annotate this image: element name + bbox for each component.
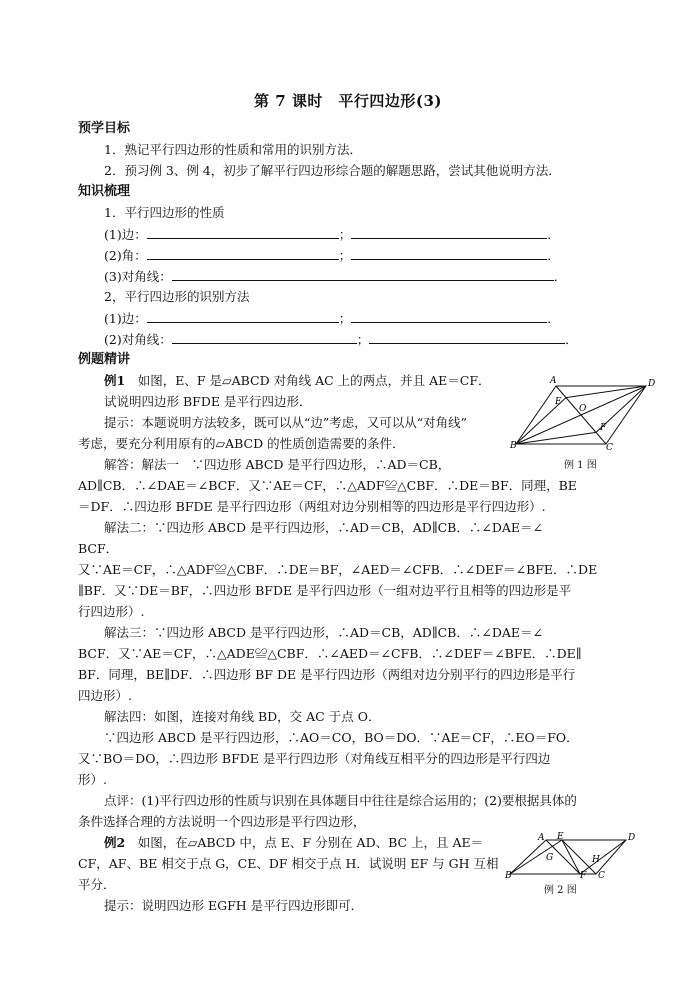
knowledge-identification-title: 2，平行四边形的识别方法 [104, 289, 250, 304]
identify-side-label: (1)边： [104, 311, 147, 326]
example1-solution4-cont: 又∵BO＝DO，∴四边形 BFDE 是平行四边形（对角线互相平分的四边形是平行四边 [78, 751, 551, 766]
example2-line: CF，AF、BE 相交于点 G，CE、DF 相交于点 H．试说明 EF 与 GH 互相 [78, 856, 499, 871]
property-side-label: (1)边： [104, 227, 147, 242]
property-angle-blank-2[interactable] [351, 247, 547, 260]
example1-solution2-end: 行四边形）. [78, 604, 145, 619]
example1-solution1-cont: AD∥CB．∴∠DAE＝∠BCF．又∵AE＝CF，∴△ADF≌△CBF．∴DE＝BF．同理，BE [78, 478, 577, 493]
parallelogram-abcd-diagram-2 [500, 832, 640, 878]
example2-hint: 提示：说明四边形 EGFH 是平行四边形即可． [104, 898, 364, 913]
example1-solution2-cont: ∥BF．又∵DE＝BF，∴四边形 BFDE 是平行四边形（一组对边平行且相等的四边形是平 [78, 583, 572, 598]
identify-diagonal-row [104, 331, 578, 348]
section-preview-heading: 预学目标 [78, 121, 131, 136]
identify-side-blank-2[interactable] [351, 310, 547, 323]
segment-df [580, 840, 626, 874]
period: ． [547, 227, 560, 242]
property-side-blank-1[interactable] [147, 226, 339, 239]
example1-line: 试说明四边形 BFDE 是平行四边形． [104, 394, 312, 409]
period: ． [553, 269, 567, 284]
vertex-label-c: C [598, 871, 605, 878]
section-examples-heading: 例题精讲 [78, 352, 131, 367]
example2-text: 如图，在▱ABCD 中，点 E、F 分别在 AD、BC 上，且 AE＝ [125, 835, 484, 850]
example1-comment: 点评：(1)平行四边形的性质与识别在具体题目中往往是综合运用的；(2)要根据具体的 [104, 793, 577, 808]
vertex-label-d: D [628, 833, 636, 843]
vertex-label-b: B [505, 871, 512, 878]
segment-ce [562, 840, 596, 874]
property-angle-row [104, 247, 560, 264]
example1-hint: 提示：本题说明方法较多，既可以从“边”考虑，又可以从“对角线” [104, 415, 468, 430]
identify-diagonal-blank-1[interactable] [172, 331, 357, 344]
example1-label: 例1 [104, 373, 126, 388]
example2-line: 平分． [78, 877, 116, 892]
preview-item-2: 2．预习例 3、例 4，初步了解平行四边形综合题的解题思路，尝试其他说明方法． [104, 163, 561, 178]
point-label-f: F [600, 423, 607, 433]
period: ． [547, 248, 560, 263]
identify-diagonal-blank-2[interactable] [369, 331, 565, 344]
example1-solution4-cont: ∵四边形 ABCD 是平行四边形，∴AO＝CO，BO＝DO．∵AE＝CF，∴EO＝FO． [104, 730, 579, 745]
knowledge-properties-title: 1．平行四边形的性质 [104, 205, 225, 220]
identify-side-row [104, 310, 560, 327]
example1-text: 如图，E、F 是▱ABCD 对角线 AC 上的两点，并且 AE＝CF． [125, 373, 491, 388]
example1-solution4: 解法四：如图，连接对角线 BD，交 AC 于点 O． [104, 709, 381, 724]
point-label-e: E [557, 832, 564, 842]
property-diagonal-blank[interactable] [172, 268, 554, 281]
separator: ； [338, 248, 352, 263]
property-diagonal-row [104, 268, 566, 285]
page-title: 第 7 课时 平行四边形(3) [253, 92, 442, 110]
parallelogram-abcd-diagram [506, 374, 666, 450]
example1-comment-cont: 条件选择合理的方法说明一个四边形是平行四边形， [78, 814, 366, 829]
identify-diagonal-label: (2)对角线： [104, 332, 172, 347]
identify-side-blank-1[interactable] [147, 310, 339, 323]
property-angle-label: (2)角： [104, 248, 147, 263]
vertex-label-c: C [606, 443, 613, 450]
separator: ； [338, 227, 352, 242]
segment-be [510, 840, 562, 874]
property-side-row [104, 226, 560, 243]
separator: ； [338, 311, 352, 326]
point-label-h: H [592, 855, 600, 865]
example2-figure [500, 832, 640, 878]
point-label-o: O [579, 404, 587, 414]
period: ． [565, 332, 578, 347]
vertex-label-b: B [510, 441, 517, 450]
example1-solution2: 解法二：∵四边形 ABCD 是平行四边形，∴AD＝CB，AD∥CB．∴∠DAE＝∠ [104, 520, 543, 535]
example1-solution3-cont: BCF．又∵AE＝CF，∴△ADE≌△CBF．∴∠AED＝∠CFB．∴∠DEF＝∠BFE．∴DE∥ [78, 646, 582, 661]
example1-solution2-cont: BCF． [78, 541, 119, 556]
property-diagonal-label: (3)对角线： [104, 269, 172, 284]
vertex-label-d: D [648, 379, 656, 389]
vertex-label-a: A [538, 833, 545, 843]
parallelogram-abcd [510, 840, 626, 874]
period: ． [547, 311, 560, 326]
point-label-e: E [555, 397, 562, 407]
example1-solution4-end: 形）. [78, 772, 107, 787]
vertex-label-a: A [550, 376, 557, 386]
example1-solution2-cont: 又∵AE＝CF，∴△ADF≌△CBF．∴DE＝BF，∠AED＝∠CFB．∴∠DEF＝∠BFE．∴DE [78, 562, 598, 577]
example1-statement [104, 373, 491, 389]
figure2-caption: 例 2 图 [544, 885, 577, 896]
section-knowledge-heading: 知识梳理 [78, 184, 131, 199]
point-label-g: G [546, 853, 554, 863]
example1-solution1-end: ＝DF．∴四边形 BFDE 是平行四边形（两组对边分别相等的四边形是平行四边形）. [78, 499, 546, 514]
separator: ； [356, 332, 370, 347]
example1-figure [506, 374, 666, 450]
example2-label: 例2 [104, 835, 126, 850]
example1-hint-cont: 考虑，要充分利用原有的▱ABCD 的性质创造需要的条件． [78, 436, 405, 451]
example1-solution3: 解法三：∵四边形 ABCD 是平行四边形，∴AD＝CB，AD∥CB．∴∠DAE＝∠ [104, 625, 543, 640]
example1-solution3-end: 四边形）. [78, 688, 132, 703]
property-angle-blank-1[interactable] [147, 247, 339, 260]
point-label-f: F [580, 871, 587, 878]
example2-statement [104, 835, 483, 851]
segment-ef [562, 840, 580, 874]
preview-item-1: 1．熟记平行四边形的性质和常用的识别方法． [104, 142, 362, 157]
example1-solution1: 解答：解法一 ∵四边形 ABCD 是平行四边形，∴AD＝CB， [104, 457, 451, 472]
figure1-caption: 例 1 图 [564, 460, 597, 471]
property-side-blank-2[interactable] [351, 226, 547, 239]
example1-solution3-cont: BF．同理，BE∥DF．∴四边形 BF DE 是平行四边形（两组对边分别平行的四边形是平行 [78, 667, 576, 682]
